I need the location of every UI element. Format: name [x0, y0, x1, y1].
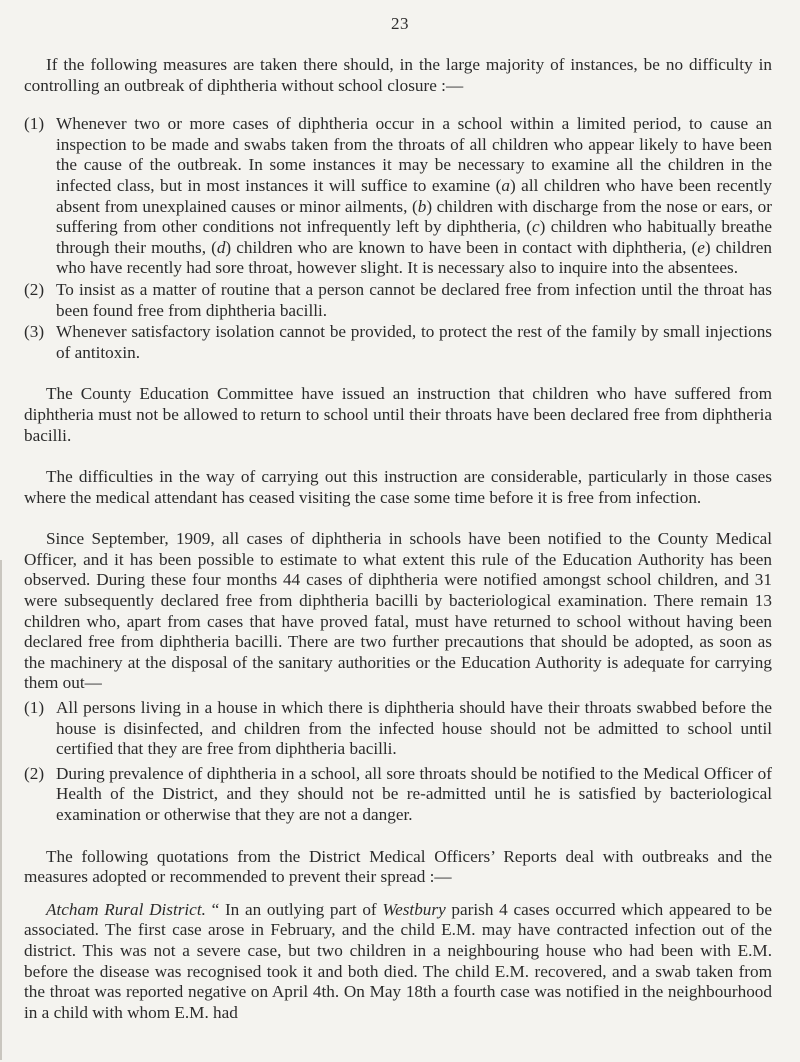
precaution-item-2 — [24, 764, 772, 826]
committee-paragraph: The County Education Committee have issued an instruction that children who have suffered from diphtheria must not be allowed to return to school until their throats have been declared free from diphtheria bacilli. — [24, 384, 772, 445]
item-text: During prevalence of diphtheria in a school, all sore throats should be notified to the Medical Officer of Health of the District, and they should not be re-admitted until he is satisfied by bacteriological examination or otherwise that they are not a danger. — [56, 763, 772, 824]
item-number: (1) — [24, 114, 45, 134]
quote-text: “ In an outlying part of — [211, 899, 383, 919]
page-edge-shadow — [0, 560, 2, 1060]
item-text: Whenever two or more cases of diphtheria occur in a school within a limited period, to cause an inspection to be made and swabs taken from the throats of all children who appear likely to have been the cause of the outbreak. In some instances it may be necessary to examine all the children in the infected class, but in most instances it will suffice to examine (a) all children who have been recently absent from unexplained causes or minor ailments, (b) children with discharge from the nose or ears, or suffering from other conditions not infrequently left by diphtheria, (c) children who habitually breathe through their mouths, (d) children who are known to have been in contact with diphtheria, (e) children who have recently had sore throat, however slight. It is necessary also to inquire into the absentees. — [56, 114, 772, 278]
intro-paragraph: If the following measures are taken there should, in the large majority of instances, be no difficulty in controlling an outbreak of diphtheria without school closure :— — [24, 55, 772, 95]
quote-text: parish 4 cases occurred which appeared to be associated. The first case arose in February, and the child E.M. may have contracted infection out of the district. This was not a severe case, but two children in a neighbouring house who had been with E.M. before the disease was recognised took it and both died. The child E.M. recovered, and a swab taken from the throat was reported negative on April 4th. On May 18th a fourth case was notified in the neighbourhood in a child with whom E.M. had — [24, 899, 772, 1022]
parish-name: Westbury — [382, 899, 446, 919]
item-number: (2) — [24, 763, 45, 783]
item-number: (3) — [24, 322, 45, 342]
page-number: 23 — [391, 14, 409, 33]
item-text: To insist as a matter of routine that a person cannot be declared free from infection until the throat has been found free from diphtheria bacilli. — [56, 279, 772, 320]
item-number: (2) — [24, 279, 45, 299]
measure-item-1 — [24, 114, 772, 279]
item-text: Whenever satisfactory isolation cannot be provided, to protect the rest of the family by small injections of antitoxin. — [56, 322, 772, 362]
document-body — [24, 55, 772, 1023]
difficulties-paragraph: The difficulties in the way of carrying out this instruction are considerable, particularly in those cases where the medical attendant has ceased visiting the case some time before it is free from infection. — [24, 467, 772, 507]
quotations-paragraph: The following quotations from the District Medical Officers’ Reports deal with outbreaks and the measures adopted or recommended to prevent their spread :— — [24, 846, 772, 887]
since-paragraph: Since September, 1909, all cases of diphtheria in schools have been notified to the County Medical Officer, and it has been possible to estimate to what extent this rule of the Education Authority has been observed. During these four months 44 cases of diphtheria were notified amongst school children, and 31 were subsequently declared free from diphtheria bacilli by bacteriological examination. There remain 13 children who, apart from cases that have proved fatal, must have returned to school without having been declared free from diphtheria bacilli. There are two further precautions that should be adopted, as soon as the machinery at the disposal of the sanitary authorities or the Education Authority is adequate for carrying them out— — [24, 529, 772, 693]
item-text: All persons living in a house in which there is diphtheria should have their throats swabbed before the house is disinfected, and children from the infected house should not be admitted to school until certified that they are free from diphtheria bacilli. — [56, 698, 772, 759]
measure-item-3 — [24, 322, 772, 363]
measure-item-2 — [24, 280, 772, 321]
district-name: Atcham Rural District. — [46, 899, 206, 919]
measures-list — [24, 114, 772, 363]
precautions-list — [24, 698, 772, 826]
atcham-paragraph — [24, 900, 772, 1024]
item-number: (1) — [24, 698, 45, 718]
precaution-item-1 — [24, 698, 772, 760]
